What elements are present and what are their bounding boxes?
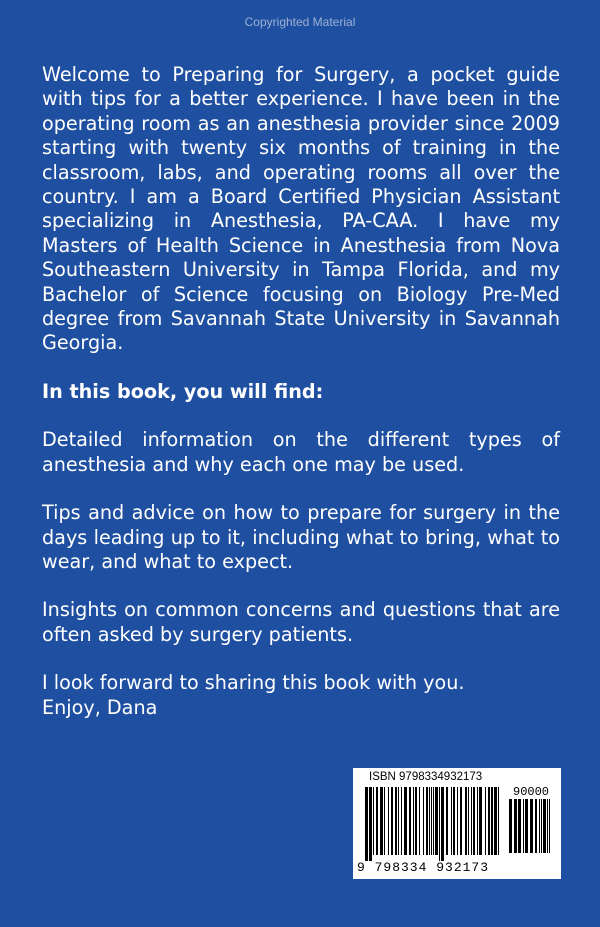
barcode-bar [471,787,472,855]
barcode-bar [391,787,393,855]
barcode-bar [398,787,399,855]
barcode-bar [369,787,372,861]
barcode-bar [380,787,383,855]
barcode-bar [415,787,417,855]
barcode-bar [485,787,486,855]
barcode-bar [530,799,533,853]
barcode-bar [439,787,440,861]
point-anesthesia-types: Detailed information on the different types of anesthesia and why each one may be used. [42,428,560,476]
barcode-bar [395,787,397,855]
ean-barcode-bars [363,787,503,861]
list-heading: In this book, you will find: [42,379,324,403]
barcode-bar [457,787,458,855]
barcode-bar [509,799,512,853]
barcode-bar [539,799,540,853]
barcode-bar [541,799,542,853]
barcode-bar [365,787,368,861]
barcode-bar [514,799,517,853]
point-common-concerns: Insights on common concerns and questions that are often asked by surgery patients. [42,598,560,646]
barcode-bar [549,799,550,853]
barcode-bar [426,787,428,855]
ean-digits: 9 798334 932173 [357,860,490,875]
barcode-bar [419,787,420,855]
closing [42,671,560,720]
barcode-bar [477,787,478,855]
barcode-bar [429,787,430,855]
barcode-bar [423,787,424,855]
addon-barcode-bars [507,799,553,859]
barcode-bar [453,787,455,855]
barcode-bar [494,787,497,855]
barcode-bar [451,787,452,855]
barcode-bar [547,799,548,853]
barcode-bar [460,787,462,855]
back-cover-text [42,63,560,720]
barcode-bar [518,799,521,853]
barcode-bar [525,799,528,853]
barcode-bar [409,787,411,855]
barcode-bar [376,787,378,855]
barcode-bar [431,787,432,855]
barcode-bar [384,787,385,855]
barcode-bar [465,787,467,855]
barcode-bar [388,787,389,855]
barcode-bar [404,787,407,855]
isbn-label: ISBN 9798334932173 [369,771,483,783]
barcode-bar [413,787,414,855]
barcode-bar [535,799,537,853]
point-preparation-tips: Tips and advice on how to prepare for surgery in the days leading up to it, including what to bring, what to wear, and what to expect. [42,501,560,573]
intro-paragraph: Welcome to Preparing for Surgery, a pocket guide with tips for a better experience. I have been in the operating room as an anesthesia provider since 2009 starting with twenty six months of training in the classroom, labs, and operating rooms all over the country. I am a Board Certified Physician Assistant specializing in Anesthesia, PA-CAA. I have my Masters of Health Science in Anesthesia from Nova Southeastern University in Tampa Florida, and my Bachelor of Science focusing on Biology Pre-Med degree from Savannah State University in Savannah Georgia. [42,63,560,355]
closing-line: I look forward to sharing this book with you. [42,671,465,695]
copyright-watermark-top: Copyrighted Material [244,15,356,29]
barcode-bar [491,787,493,855]
barcode-bar [523,799,524,853]
barcode-bar [446,787,448,855]
barcode-bar [435,787,438,855]
barcode-bar [479,787,482,855]
signature-line: Enjoy, Dana [42,695,158,719]
barcode-bar [373,787,374,855]
barcode-bar [488,787,490,855]
barcode-bar [498,787,499,855]
barcode-bar [441,787,444,861]
barcode-bar [433,787,434,855]
price-addon-code: 90000 [513,785,550,799]
barcode-bar [401,787,402,855]
barcode-bar [473,787,475,855]
barcode-bar [543,799,546,853]
isbn-barcode [353,768,561,879]
barcode-bar [468,787,469,855]
